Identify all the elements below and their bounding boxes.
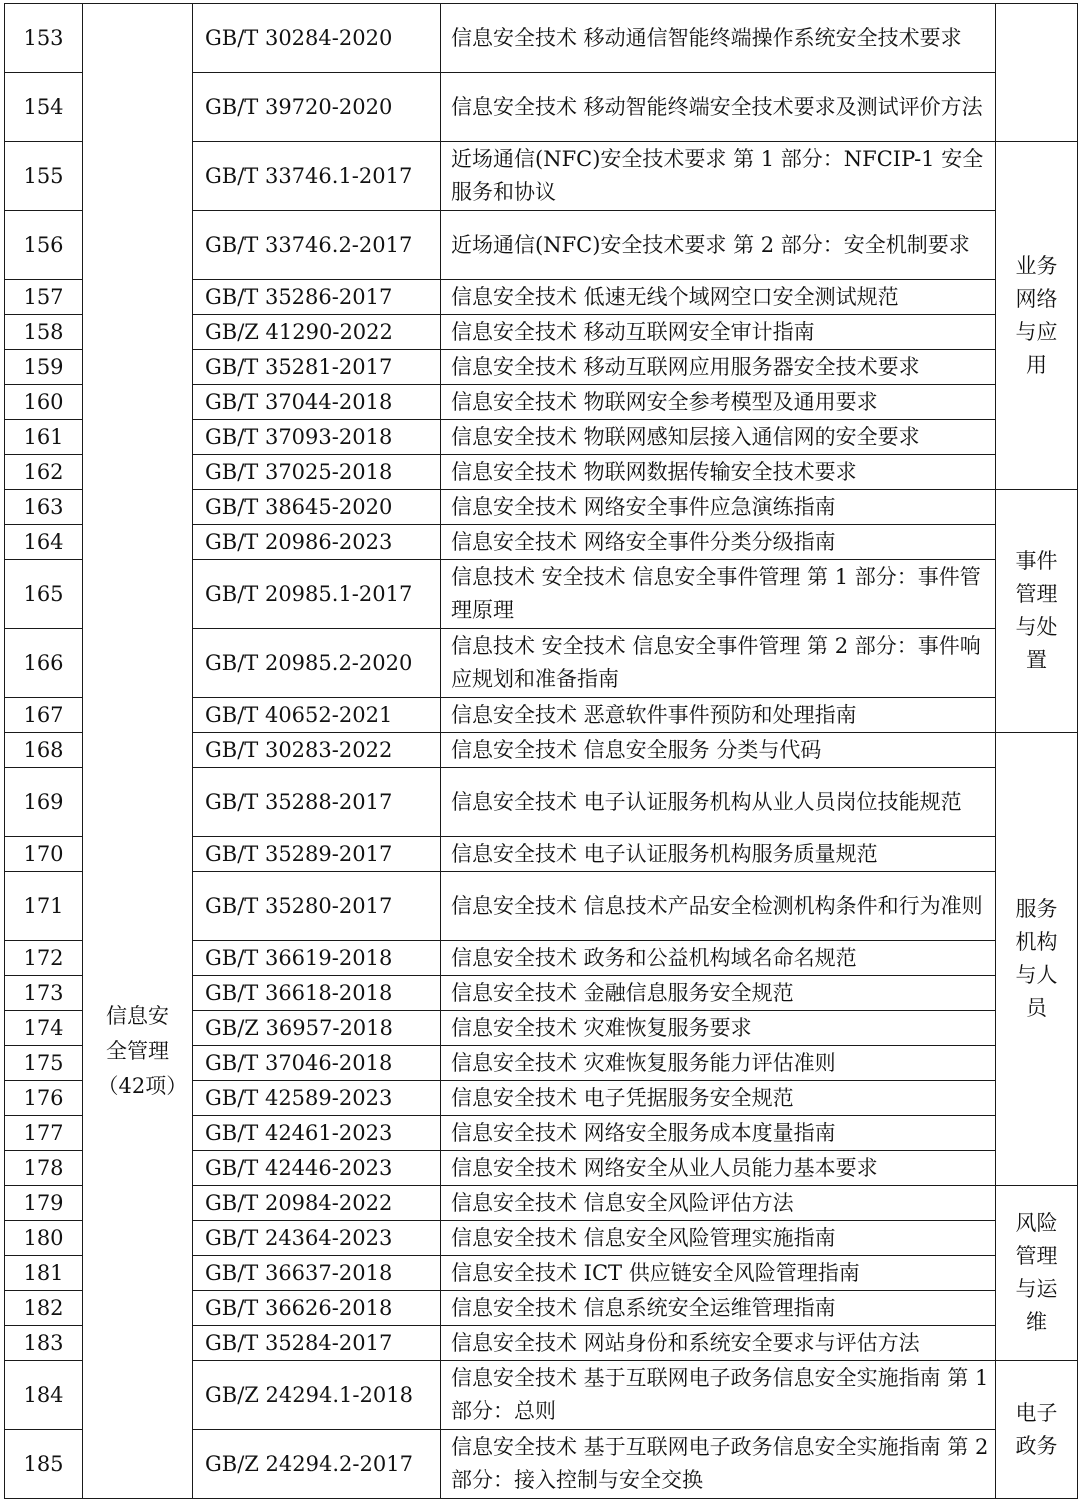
subcategory-service	[996, 733, 1078, 1186]
row-number: 168	[5, 733, 83, 768]
standard-code: GB/T 20985.1-2017	[193, 560, 441, 629]
row-number: 170	[5, 837, 83, 872]
standard-code: GB/T 20986-2023	[193, 525, 441, 560]
standard-code: GB/T 36626-2018	[193, 1291, 441, 1326]
standard-code: GB/T 38645-2020	[193, 490, 441, 525]
standard-code: GB/Z 41290-2022	[193, 315, 441, 350]
category-cell	[83, 4, 193, 1499]
standard-code: GB/T 39720-2020	[193, 73, 441, 142]
row-number: 166	[5, 629, 83, 698]
row-number: 176	[5, 1081, 83, 1116]
row-number: 184	[5, 1361, 83, 1430]
standards-table	[4, 3, 1078, 1499]
subcategory-top	[996, 4, 1078, 142]
standard-name: 近场通信(NFC)安全技术要求 第 2 部分：安全机制要求	[441, 211, 996, 280]
standard-name: 信息安全技术 灾难恢复服务能力评估准则	[441, 1046, 996, 1081]
row-number: 177	[5, 1116, 83, 1151]
standard-name: 信息安全技术 移动智能终端安全技术要求及测试评价方法	[441, 73, 996, 142]
row-number: 156	[5, 211, 83, 280]
subcategory-egov	[996, 1361, 1078, 1499]
row-number: 160	[5, 385, 83, 420]
row-number: 180	[5, 1221, 83, 1256]
standard-code: GB/T 37093-2018	[193, 420, 441, 455]
standard-name: 信息安全技术 ICT 供应链安全风险管理指南	[441, 1256, 996, 1291]
row-number: 162	[5, 455, 83, 490]
row-number: 174	[5, 1011, 83, 1046]
standard-name: 信息安全技术 电子凭据服务安全规范	[441, 1081, 996, 1116]
row-number: 155	[5, 142, 83, 211]
standard-name: 信息安全技术 网络安全从业人员能力基本要求	[441, 1151, 996, 1186]
standard-name: 信息安全技术 电子认证服务机构服务质量规范	[441, 837, 996, 872]
standard-code: GB/T 35288-2017	[193, 768, 441, 837]
standard-name: 信息安全技术 网络安全事件分类分级指南	[441, 525, 996, 560]
standard-code: GB/T 42589-2023	[193, 1081, 441, 1116]
standard-code: GB/T 33746.1-2017	[193, 142, 441, 211]
row-number: 183	[5, 1326, 83, 1361]
standard-code: GB/T 20984-2022	[193, 1186, 441, 1221]
standard-code: GB/T 30284-2020	[193, 4, 441, 73]
category-label: 信息安全管理（42项）	[97, 1003, 188, 1098]
standard-code: GB/T 35280-2017	[193, 872, 441, 941]
row-number: 158	[5, 315, 83, 350]
standard-name: 信息安全技术 电子认证服务机构从业人员岗位技能规范	[441, 768, 996, 837]
standard-code: GB/T 24364-2023	[193, 1221, 441, 1256]
standard-name: 信息安全技术 金融信息服务安全规范	[441, 976, 996, 1011]
standard-name: 信息技术 安全技术 信息安全事件管理 第 2 部分：事件响应规划和准备指南	[441, 629, 996, 698]
standard-name: 信息安全技术 信息技术产品安全检测机构条件和行为准则	[441, 872, 996, 941]
standard-code: GB/T 42446-2023	[193, 1151, 441, 1186]
subcategory-label: 业务网络与应用	[1015, 253, 1058, 377]
standard-code: GB/T 30283-2022	[193, 733, 441, 768]
standard-name: 信息安全技术 恶意软件事件预防和处理指南	[441, 698, 996, 733]
standard-code: GB/Z 24294.2-2017	[193, 1430, 441, 1499]
standard-name: 信息安全技术 物联网数据传输安全技术要求	[441, 455, 996, 490]
row-number: 171	[5, 872, 83, 941]
row-number: 167	[5, 698, 83, 733]
row-number: 172	[5, 941, 83, 976]
standard-name: 信息安全技术 基于互联网电子政务信息安全实施指南 第 1 部分：总则	[441, 1361, 996, 1430]
row-number: 164	[5, 525, 83, 560]
standard-code: GB/Z 24294.1-2018	[193, 1361, 441, 1430]
standard-name: 信息技术 安全技术 信息安全事件管理 第 1 部分：事件管理原理	[441, 560, 996, 629]
standard-code: GB/T 37025-2018	[193, 455, 441, 490]
standard-code: GB/T 36637-2018	[193, 1256, 441, 1291]
table-row	[5, 4, 1078, 73]
standard-name: 信息安全技术 信息系统安全运维管理指南	[441, 1291, 996, 1326]
standard-code: GB/T 36618-2018	[193, 976, 441, 1011]
row-number: 182	[5, 1291, 83, 1326]
standard-name: 信息安全技术 政务和公益机构域名命名规范	[441, 941, 996, 976]
standard-name: 信息安全技术 网站身份和系统安全要求与评估方法	[441, 1326, 996, 1361]
row-number: 153	[5, 4, 83, 73]
standard-name: 信息安全技术 基于互联网电子政务信息安全实施指南 第 2 部分：接入控制与安全交换	[441, 1430, 996, 1499]
row-number: 181	[5, 1256, 83, 1291]
row-number: 154	[5, 73, 83, 142]
subcategory-incident	[996, 490, 1078, 733]
standards-table-body	[5, 4, 1078, 1499]
standard-code: GB/T 36619-2018	[193, 941, 441, 976]
standard-code: GB/T 33746.2-2017	[193, 211, 441, 280]
standard-name: 信息安全技术 低速无线个域网空口安全测试规范	[441, 280, 996, 315]
subcategory-label: 电子政务	[1015, 1400, 1058, 1458]
standard-name: 信息安全技术 信息安全服务 分类与代码	[441, 733, 996, 768]
standard-code: GB/T 35284-2017	[193, 1326, 441, 1361]
standard-name: 信息安全技术 物联网感知层接入通信网的安全要求	[441, 420, 996, 455]
standard-code: GB/T 40652-2021	[193, 698, 441, 733]
row-number: 169	[5, 768, 83, 837]
row-number: 185	[5, 1430, 83, 1499]
standard-code: GB/T 37044-2018	[193, 385, 441, 420]
subcategory-business	[996, 142, 1078, 490]
row-number: 157	[5, 280, 83, 315]
subcategory-risk	[996, 1186, 1078, 1361]
standard-code: GB/T 35289-2017	[193, 837, 441, 872]
standard-code: GB/T 35281-2017	[193, 350, 441, 385]
row-number: 161	[5, 420, 83, 455]
standard-name: 信息安全技术 网络安全服务成本度量指南	[441, 1116, 996, 1151]
subcategory-label: 风险管理与运维	[1015, 1211, 1058, 1334]
row-number: 173	[5, 976, 83, 1011]
standard-name: 信息安全技术 移动通信智能终端操作系统安全技术要求	[441, 4, 996, 73]
standard-name: 信息安全技术 移动互联网安全审计指南	[441, 315, 996, 350]
standard-code: GB/T 37046-2018	[193, 1046, 441, 1081]
subcategory-label: 事件管理与处置	[1015, 549, 1058, 672]
row-number: 175	[5, 1046, 83, 1081]
standard-name: 信息安全技术 网络安全事件应急演练指南	[441, 490, 996, 525]
row-number: 165	[5, 560, 83, 629]
row-number: 159	[5, 350, 83, 385]
standard-code: GB/T 42461-2023	[193, 1116, 441, 1151]
standard-code: GB/Z 36957-2018	[193, 1011, 441, 1046]
standard-name: 近场通信(NFC)安全技术要求 第 1 部分：NFCIP-1 安全服务和协议	[441, 142, 996, 211]
standard-name: 信息安全技术 信息安全风险管理实施指南	[441, 1221, 996, 1256]
row-number: 179	[5, 1186, 83, 1221]
standard-code: GB/T 20985.2-2020	[193, 629, 441, 698]
standard-name: 信息安全技术 灾难恢复服务要求	[441, 1011, 996, 1046]
standard-name: 信息安全技术 物联网安全参考模型及通用要求	[441, 385, 996, 420]
row-number: 178	[5, 1151, 83, 1186]
standard-code: GB/T 35286-2017	[193, 280, 441, 315]
standard-name: 信息安全技术 移动互联网应用服务器安全技术要求	[441, 350, 996, 385]
standard-name: 信息安全技术 信息安全风险评估方法	[441, 1186, 996, 1221]
subcategory-label: 服务机构与人员	[1015, 897, 1058, 1020]
row-number: 163	[5, 490, 83, 525]
